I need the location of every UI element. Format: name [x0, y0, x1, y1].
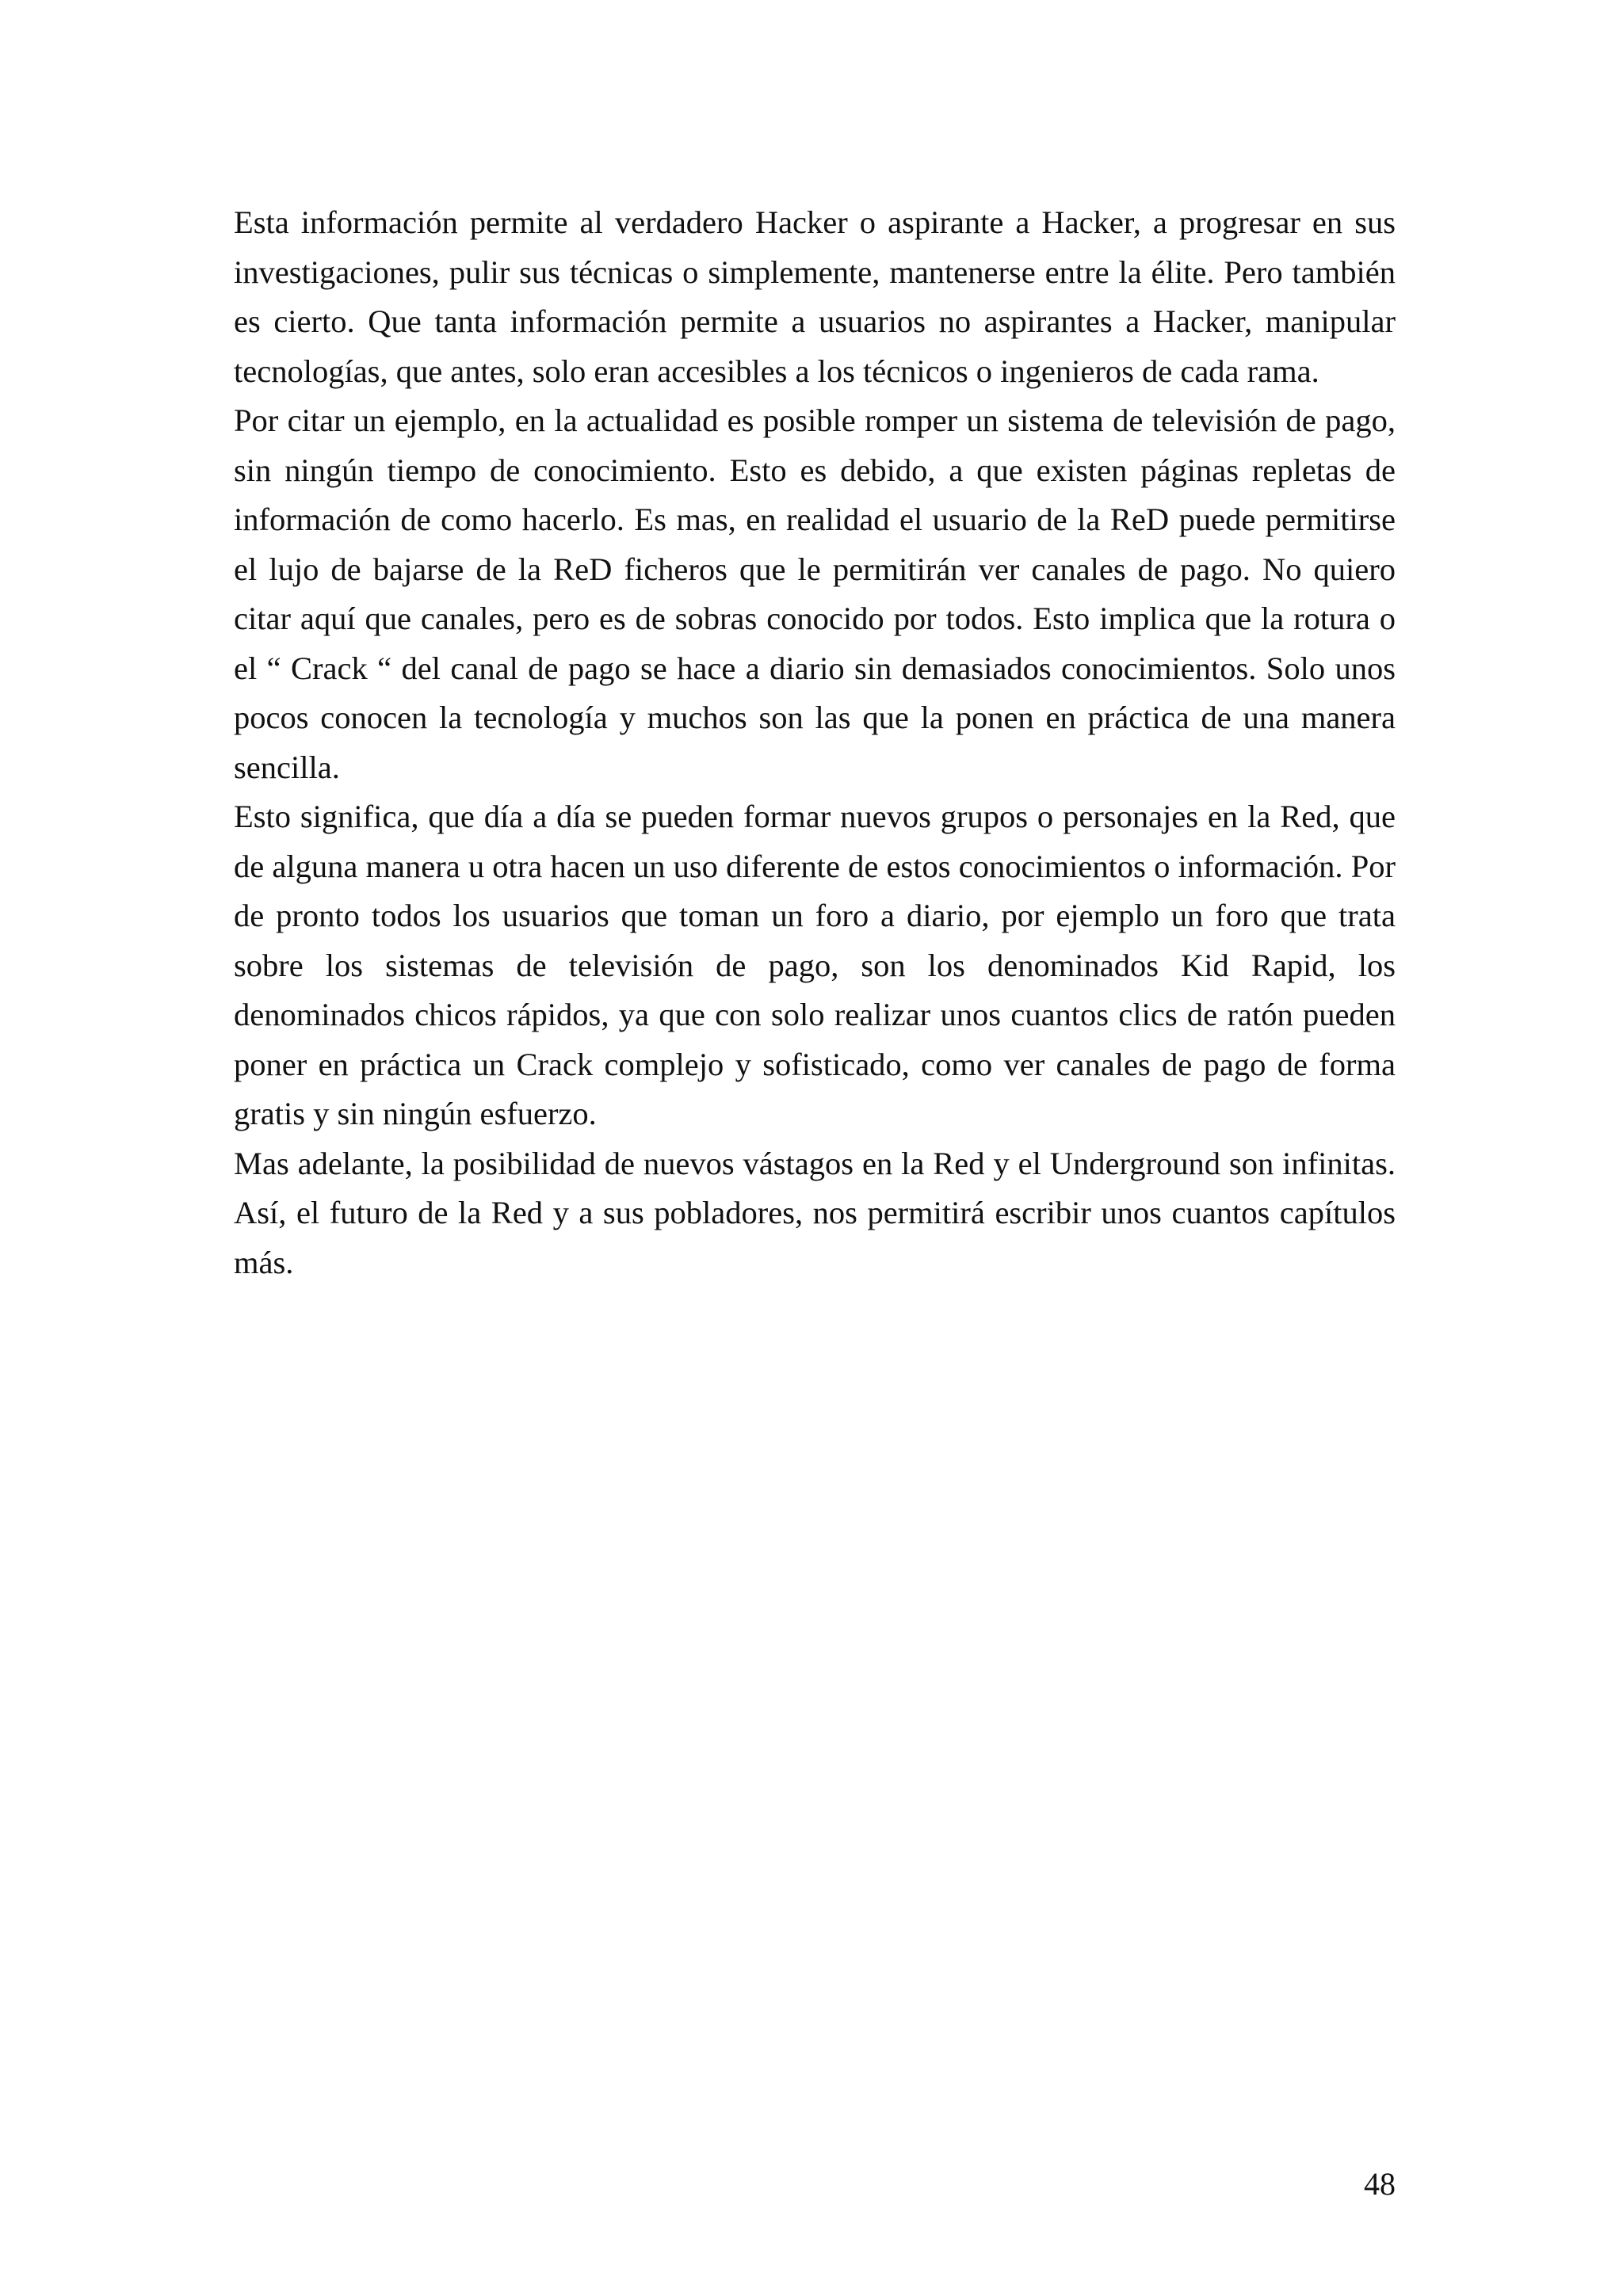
body-text	[234, 198, 1396, 1287]
paragraph-1: Esta información permite al verdadero Hacker o aspirante a Hacker, a progresar en sus investigaciones, pulir sus técnicas o simplemente, mantenerse entre la élite. Pero también es cierto. Que tanta información permite a usuarios no aspirantes a Hacker, manipular tecnologías, que antes, solo eran accesibles a los técnicos o ingenieros de cada rama.	[234, 204, 1396, 389]
paragraph-4: Mas adelante, la posibilidad de nuevos vástagos en la Red y el Underground son infinitas. Así, el futuro de la Red y a sus pobladores, nos permitirá escribir unos cuantos capítulos más.	[234, 1145, 1396, 1280]
paragraph-2: Por citar un ejemplo, en la actualidad es posible romper un sistema de televisión de pago, sin ningún tiempo de conocimiento. Esto es debido, a que existen páginas repletas de información de como hacerlo. Es mas, en realidad el usuario de la ReD puede permitirse el lujo de bajarse de la ReD ficheros que le permitirán ver canales de pago. No quiero citar aquí que canales, pero es de sobras conocido por todos. Esto implica que la rotura o el “ Crack “ del canal de pago se hace a diario sin demasiados conocimientos. Solo unos pocos conocen la tecnología y muchos son las que la ponen en práctica de una manera sencilla.	[234, 402, 1396, 785]
page-number: 48	[1364, 2166, 1396, 2202]
paragraph-3: Esto significa, que día a día se pueden formar nuevos grupos o personajes en la Red, que de alguna manera u otra hacen un uso diferente de estos conocimientos o información. Por de pronto todos los usuarios que toman un foro a diario, por ejemplo un foro que trata sobre los sistemas de televisión de pago, son los denominados Kid Rapid, los denominados chicos rápidos, ya que con solo realizar unos cuantos clics de ratón pueden poner en práctica un Crack complejo y sofisticado, como ver canales de pago de forma gratis y sin ningún esfuerzo.	[234, 799, 1396, 1131]
